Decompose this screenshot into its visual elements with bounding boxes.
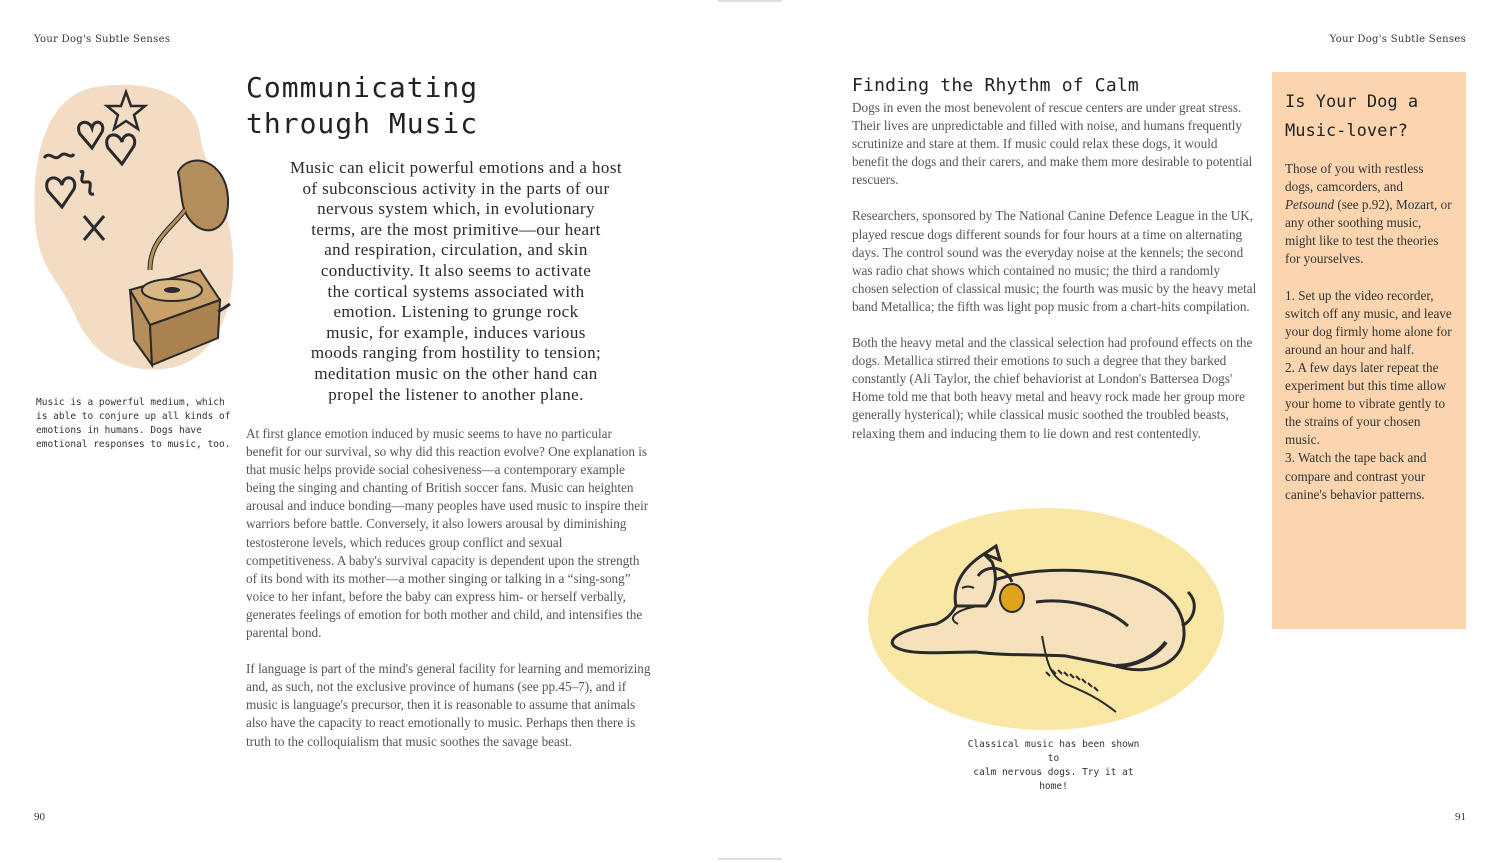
body-paragraph: Researchers, sponsored by The National Canine Defence League in the UK, played rescue dogs different sounds for four hours at a time on alternating days. The control sound was the everyday noise at the kennels; the second was radio chat shows which contained no music; the third a randomly chosen selection of classical music; the fourth was music by the heavy metal band Metallica; the fifth was light pop music from a chart-hits compilation.	[852, 208, 1257, 314]
intro-line: Music can elicit powerful emotions and a host	[290, 158, 622, 177]
intro-line: the cortical systems associated with	[327, 281, 585, 301]
body-paragraph: If language is part of the mind's general facility for learning and memorizing and, as such, not the exclusive province of humans (see pp.45–7), and if music is language's precursor, then it is reasonable to assume that animals also have the capacity to react emotionally to music. Perhaps then there is truth to the colloquialism that music soothes the savage beast.	[246, 661, 651, 749]
intro-line: of subconscious activity in the parts of our	[302, 178, 610, 198]
running-head-left: Your Dog's Subtle Senses	[34, 34, 171, 45]
running-head-right: Your Dog's Subtle Senses	[1329, 34, 1466, 45]
caption-left	[36, 396, 230, 452]
intro-text	[246, 158, 666, 405]
caption-line: emotions in humans. Dogs have	[36, 425, 202, 436]
body-paragraph: At first glance emotion induced by music seems to have no particular benefit for our survival, so why did this reaction evolve? One explanation is that music helps provide social cohesiveness—a contemporary example being the singing and chanting of British soccer fans. Music can heighten arousal and induce bonding—many peoples have used music to inspire their warriors before battle. Conversely, it also lowers arousal by diminishing testosterone levels, which reduces group conflict and sexual competitiveness. A baby's survival capacity is dependent upon the strength of its bond with its mother—a mother singing or talking in a “sing-song” voice to her infant, before the baby can express him- or herself verbally, generates feelings of emotion for both mother and child, and intensifies the parental bond.	[246, 426, 649, 641]
intro-line: moods ranging from hostility to tension;	[310, 343, 602, 363]
intro-line: conductivity. It also seems to activate	[320, 260, 592, 280]
caption-line: Music is a powerful medium, which	[36, 397, 225, 408]
title-line: through Music	[246, 107, 479, 140]
page-number-left: 90	[34, 811, 45, 823]
sidebar-intro	[1285, 160, 1454, 269]
sidebar-steps	[1285, 287, 1454, 504]
sidebar-intro-italic: Petsound	[1285, 197, 1335, 213]
intro-line: and respiration, circulation, and skin	[324, 240, 588, 260]
page-number-right: 91	[1455, 811, 1466, 823]
caption-line: Classical music has been shown to	[967, 739, 1140, 764]
body-paragraph: Both the heavy metal and the classical selection had profound effects on the dogs. Metallica stirred their emotions to such a degree that they barked constantly (Ali Taylor, the chief behaviorist at London's Battersea Dogs' Home told me that both heavy metal and heavy rock made her group more generally hysterical); while classical music soothed the troubled beasts, relaxing them and inducing them to lie down and rest contentedly.	[852, 335, 1253, 441]
sidebar-intro-text: (see p.92), Mozart, or any other soothing music, might like to test the theories for yourselves.	[1285, 197, 1452, 267]
sidebar-title-line: Music-lover?	[1285, 121, 1408, 141]
page-title	[246, 70, 478, 142]
body-paragraph: Dogs in even the most benevolent of rescue centers are under great stress. Their lives are unpredictable and filled with noise, and humans frequently scrutinize and stare at them. If music could relax these dogs, it would benefit the dogs and their carers, and make them more desirable to potential rescuers.	[852, 100, 1253, 188]
intro-line: meditation music on the other hand can	[314, 363, 598, 383]
caption-line: calm nervous dogs. Try it at home!	[973, 767, 1134, 792]
sidebar-step: 1. Set up the video recorder, switch off any music, and leave your dog firmly home alone for around an hour and half.	[1285, 287, 1452, 357]
sidebar-title-line: Is Your Dog a	[1285, 92, 1419, 112]
body-column-left	[246, 425, 651, 769]
body-column-right	[852, 99, 1257, 461]
sidebar-title	[1285, 88, 1454, 146]
caption-right	[966, 738, 1141, 794]
dog-headphones-illustration	[866, 506, 1226, 732]
intro-line: nervous system which, in evolutionary	[317, 199, 595, 219]
intro-line: terms, are the most primitive—our heart	[311, 219, 601, 239]
caption-line: is able to conjure up all kinds of	[36, 411, 231, 422]
sidebar-box	[1272, 72, 1466, 629]
intro-line: music, for example, induces various	[326, 322, 586, 342]
sidebar-step: 3. Watch the tape back and compare and contrast your canine's behavior patterns.	[1285, 450, 1427, 502]
gramophone-illustration	[30, 80, 235, 380]
intro-line: emotion. Listening to grunge rock	[333, 302, 579, 322]
intro-line: propel the listener to another plane.	[328, 384, 584, 404]
sidebar-step: 2. A few days later repeat the experiment but this time allow your home to vibrate gently to the strains of your chosen music.	[1285, 359, 1447, 448]
sidebar-intro-text: Those of you with restless dogs, camcorders, and	[1285, 161, 1424, 195]
subheading: Finding the Rhythm of Calm	[852, 75, 1139, 96]
title-line: Communicating	[246, 71, 479, 104]
caption-line: emotional responses to music, too.	[36, 439, 231, 450]
